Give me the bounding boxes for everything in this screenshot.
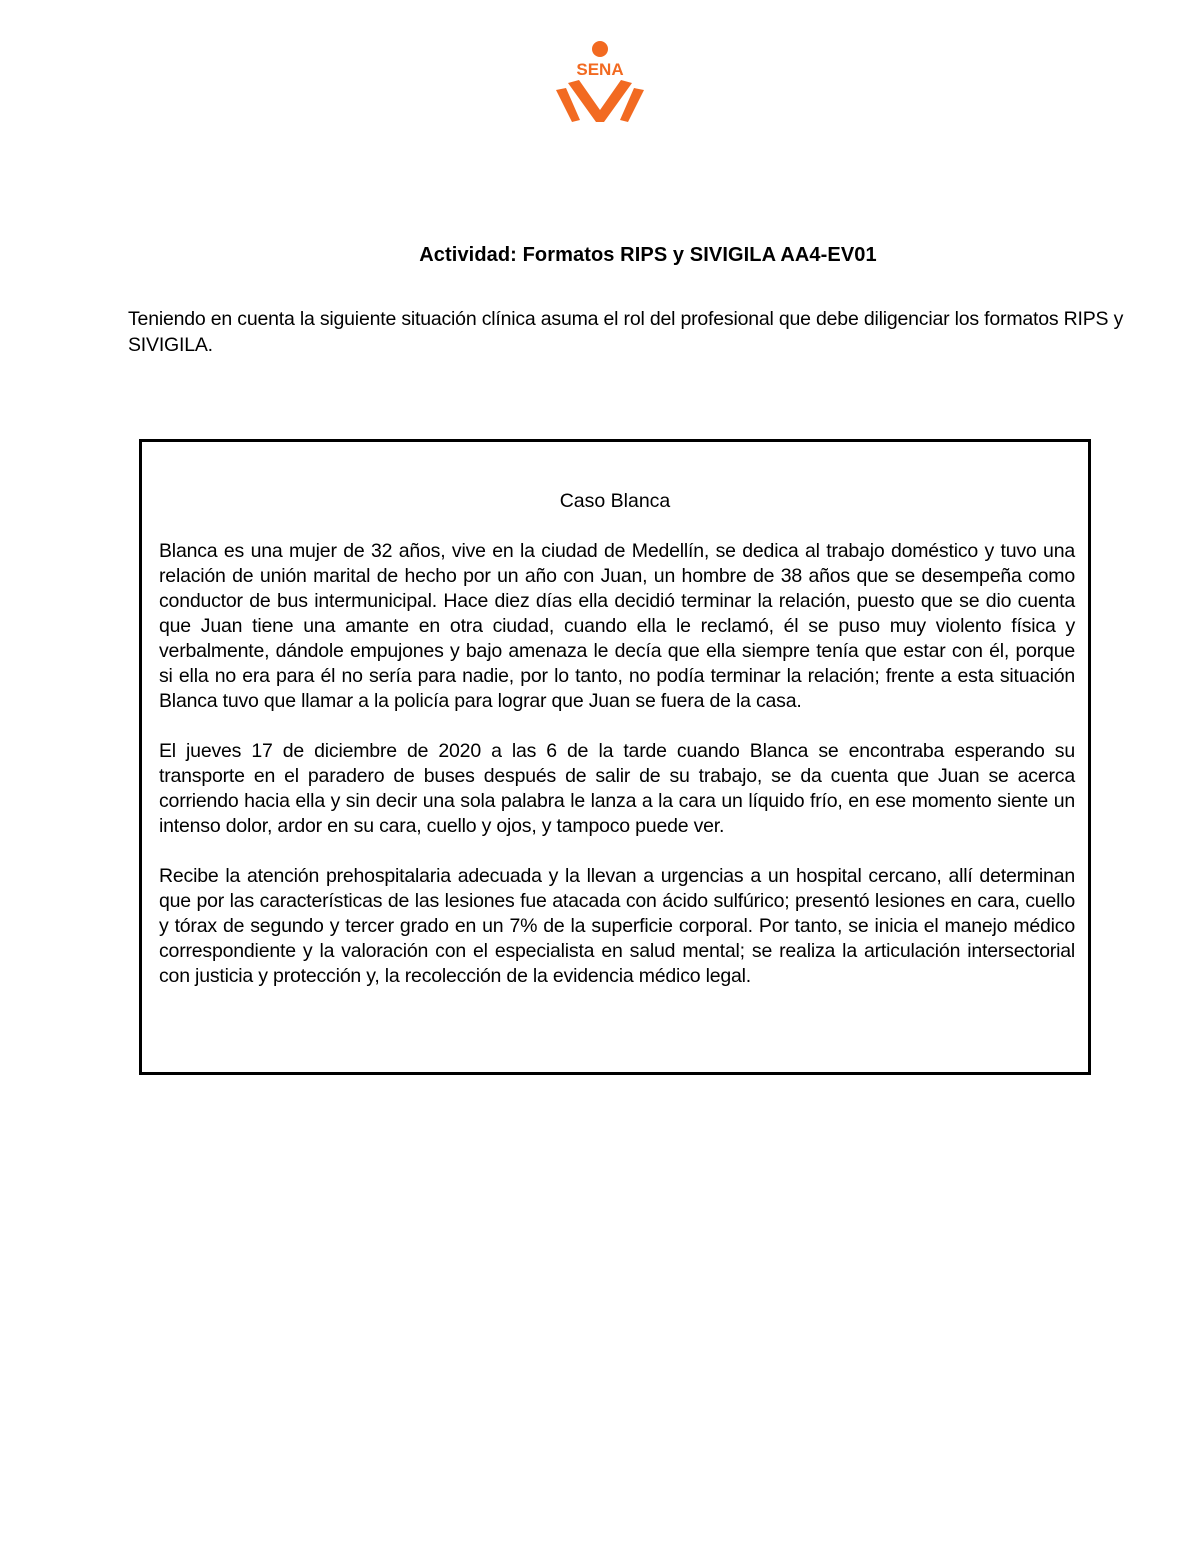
case-title: Caso Blanca [559, 490, 671, 512]
svg-text:SENA: SENA [576, 60, 624, 79]
case-body [159, 539, 1075, 1014]
document-title: Actividad: Formatos RIPS y SIVIGILA AA4-EV01 [419, 244, 877, 266]
case-box [139, 439, 1091, 1075]
instructions-paragraph: Teniendo en cuenta la siguiente situación clínica asuma el rol del profesional que debe diligenciar los formatos RIPS y SIVIGILA. [128, 308, 1124, 356]
case-paragraph: Blanca es una mujer de 32 años, vive en la ciudad de Medellín, se dedica al trabajo doméstico y tuvo una relación de unión marital de hecho por un año con Juan, un hombre de 38 años que se desempeña como conductor de bus intermunicipal. Hace diez días ella decidió terminar la relación, puesto que se dio cuenta que Juan tiene una amante en otra ciudad, cuando ella le reclamó, él se puso muy violento física y verbalmente, dándole empujones y bajo amenaza le decía que ella siempre tenía que estar con él, porque si ella no era para él no sería para nadie, por lo tanto, no podía terminar la relación; frente a esta situación Blanca tuvo que llamar a la policía para lograr que Juan se fuera de la casa. [159, 540, 1075, 712]
sena-logo-icon [548, 38, 652, 130]
sena-logo [548, 38, 652, 130]
case-paragraph: Recibe la atención prehospitalaria adecuada y la llevan a urgencias a un hospital cercano, allí determinan que por las características de las lesiones fue atacada con ácido sulfúrico; presentó lesiones en cara, cuello y tórax de segundo y tercer grado en un 7% de la superficie corporal. Por tanto, se inicia el manejo médico correspondiente y la valoración con el especialista en salud mental; se realiza la articulación intersectorial con justicia y protección y, la recolección de la evidencia médico legal. [159, 865, 1075, 987]
case-paragraph: El jueves 17 de diciembre de 2020 a las 6 de la tarde cuando Blanca se encontraba esperando su transporte en el paradero de buses después de salir de su trabajo, se da cuenta que Juan se acerca corriendo hacia ella y sin decir una sola palabra le lanza a la cara un líquido frío, en ese momento siente un intenso dolor, ardor en su cara, cuello y ojos, y tampoco puede ver. [159, 740, 1075, 837]
